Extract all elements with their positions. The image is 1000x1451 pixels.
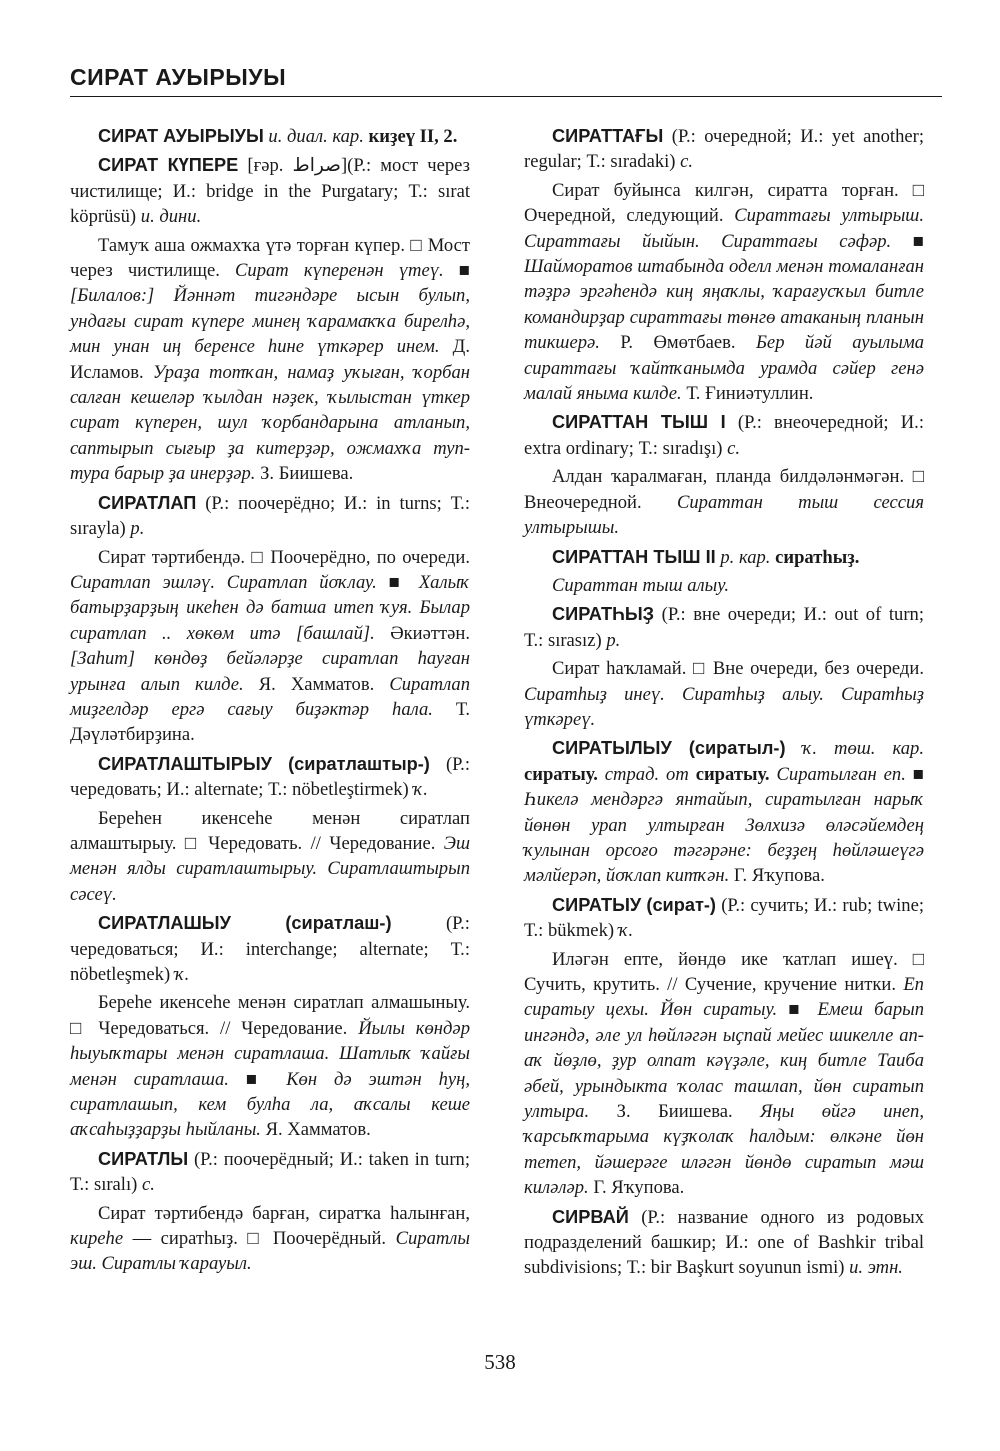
entry-etymology: (Р.: сучить; И.: rub; twine; Т.: bükmek) [524, 894, 924, 942]
entry-quote: Яңы өйгә инеп, ҡарсыҡтарыма күҙҡолаҡ һалдым: өлкәне йөн тетеп, йәшерәге иләгән йөндө сиратып мәш киләләр. [524, 1101, 925, 1199]
entry-example: Эш менән ялды сиратлаштырыу. Сиратлаштырып сәсеү. [70, 832, 470, 905]
entry-headword: СИРАТЫУ [552, 894, 642, 915]
entry-grammar: ҡ. [174, 964, 190, 985]
entry-grammar: с. [680, 151, 694, 173]
dictionary-entry [524, 124, 924, 406]
entry-definition: Тамуҡ аша ожмахҡа үтә торған күпер. [98, 234, 405, 256]
entry-grammar: и. диал. кар. [268, 126, 364, 147]
left-column [70, 124, 470, 1281]
entry-headword: СИРАТ КҮПЕРЕ [98, 155, 239, 176]
entry-headword: СИРАТ АУЫРЫУЫ [98, 126, 264, 146]
quote-source: Я. Хамматов. [258, 673, 375, 695]
entry-translation: □ Поочерёдный. [247, 1228, 387, 1250]
entry-stem: (сиратыл-) [688, 738, 786, 759]
dictionary-entry [524, 1205, 924, 1281]
entry-headword: СИРАТТАҒЫ [552, 126, 664, 146]
dictionary-entry [70, 491, 470, 748]
entry-headword: СИРАТЫЛЫУ [552, 738, 672, 759]
quote-marker-icon: ■ [912, 763, 925, 785]
running-header: СИРАТ АУЫРЫУЫ [70, 64, 287, 90]
entry-grammar: с. [727, 437, 741, 459]
quote-source: З. Биишева. [616, 1101, 733, 1123]
entry-quote: [Заһит] көндөҙ бейәләрҙе сиратлап һауған урынға алып килде. [70, 648, 470, 695]
quote-source: Р. Өмөтбаев. [620, 332, 736, 354]
entry-definition: Сират тәртибендә. [98, 546, 246, 568]
entry-grammar: ҡ. төш. кар. [802, 738, 924, 760]
quote-marker-icon: ■ [458, 260, 470, 282]
entry-example: Сиратлы эш. Сиратлы ҡарауыл. [70, 1228, 470, 1275]
entry-grammar: ҡ. [413, 779, 428, 801]
header-rule [70, 96, 942, 97]
entry-headword: СИРВАЙ [552, 1206, 629, 1227]
entry-etymology: (Р.: название одного из родовых подразделений башкир; И.: one of Bashkir tribal subdivisions; Т.: bir Başkurt soyunun ismi) [524, 1206, 924, 1279]
entry-etymology: (Р.: внеочередной; И.: extra ordinary; Т.: sıradışı) [524, 412, 924, 459]
entry-example: Сиратһыҙ инеү. Сиратһыҙ алыу. Сиратһыҙ үткәреү. [524, 683, 924, 730]
entry-stem: (сиратлаш-) [285, 913, 392, 934]
entry-grammar: и. этн. [849, 1257, 903, 1279]
entry-headword: СИРАТҺЫҘ [552, 604, 655, 625]
quote-marker-icon: ■ [788, 999, 807, 1021]
entry-etymology: [ғәр. صراط](Р.: мост через чистилище; И.: bridge in the Purgatary; Т.: sırat köprüsü) [70, 155, 470, 228]
dictionary-entry [524, 736, 924, 888]
quote-marker-icon: ■ [912, 230, 924, 252]
right-column [524, 124, 924, 1285]
entry-headword: СИРАТЛАП [98, 492, 197, 513]
entry-grammar: страд. от [604, 763, 689, 785]
dictionary-entry [70, 153, 470, 486]
dictionary-entry [70, 911, 470, 1143]
dictionary-entry [70, 752, 470, 907]
entry-quote: Һикелә мендәргә янтайып, сиратылған нарыҡ йөнөн урап ултырған Зөлхизә өләсәйемдең ҡулынан орсоғо тәгәрәне: беҙҙең һөйләшеүгә мәлйерәп, йоҡлап китҡән. [524, 789, 924, 887]
entry-quote: Халыҡ батырҙарҙың икеһен дә батша итеп ҡуя. Былар сиратлап .. хөкөм итә [башлай]. [70, 571, 470, 644]
entry-grammar: с. [142, 1174, 155, 1196]
entry-grammar: р. кар. [720, 546, 771, 568]
entry-grammar: р. [606, 629, 621, 651]
quote-source: З. Биишева. [260, 463, 354, 485]
entry-example: Сираттан тыш алыу. [552, 574, 729, 596]
entry-crossref: сиратыу. [695, 763, 770, 785]
quote-source: Т. Дәүләтбирҙина. [70, 698, 470, 746]
entry-stem: (сират-) [646, 894, 716, 915]
entry-definition: Алдан ҡаралмаған, планда билдәләнмәгән. [552, 466, 905, 488]
entry-crossref: сиратыу. [524, 763, 598, 785]
entry-etymology: (Р.: чередоваться; И.: interchange; alternate; Т.: nöbetleşmek) [70, 913, 470, 985]
entry-definition-tail: — сиратһыҙ. [132, 1228, 238, 1250]
entry-crossref: сиратһыҙ. [775, 546, 860, 568]
entry-definition-italic: киреһе [70, 1228, 124, 1250]
quote-source: Г. Яҡупова. [593, 1177, 685, 1199]
entry-headword: СИРАТТАН ТЫШ II [552, 546, 716, 567]
entry-quote: Ураҙа тотҡан, намаҙ уҡыған, ҡорбан салған кешеләр ҡылдан нәҙек, ҡылыстан үткер сират күперен, шул ҡорбандарына атланып, саптырып сығыр ҙа китерҙәр, ожмахҡа туп-тура барыр ҙа инерҙәр. [70, 361, 471, 485]
dictionary-entry [524, 410, 924, 540]
entry-crossref: киҙеү II, 2. [368, 126, 458, 147]
entry-definition: Иләгән епте, йөндө ике ҡатлап ишеү. [552, 948, 898, 970]
dictionary-entry [70, 124, 470, 149]
entry-grammar: ҡ. [618, 920, 634, 942]
quote-source: Д. Исламов. [70, 336, 470, 383]
entry-translation: □ Чередоваться. // Чередование. [70, 1017, 348, 1039]
page-number: 538 [484, 1350, 516, 1374]
entry-translation: □ Внеочередной. [524, 466, 924, 513]
entry-definition: Береһен икенсеһе менән сиратлап алмаштырыу. [70, 807, 470, 854]
entry-definition: Сират буйынса килгән, сиратта торған. [552, 179, 899, 201]
entry-translation: □ Сучить, крутить. // Сучение, кручение нитки. [524, 948, 924, 995]
entry-translation: □ Поочерёдно, по очереди. [251, 546, 470, 568]
entry-quote: Сиратлап миҙгелдәр ергә сағыу биҙәктәр һала. [70, 673, 470, 720]
entry-quote: Емеш барып ингәндә, әле ул һөйләгән ыҫпай мейес шикелле ап-аҡ йөҙлө, ҙур олпат кәүҙәле, киң битле Таиба әбей, урындыкта ҡолас ташлап, йөн сиратып ултыра. [524, 999, 925, 1123]
entry-headword: СИРАТЛАШЫУ [98, 913, 231, 934]
entry-etymology: (Р.: поочерёдный; И.: taken in turn; Т.: sıralı) [70, 1148, 470, 1196]
entry-definition: Береһе икенсеһе менән сиратлап алмашыныу. [98, 992, 470, 1014]
entry-etymology: (Р.: поочерёдно; И.: in turns; Т.: sırayla) [70, 492, 470, 540]
entry-definition: Сират тәртибендә барған, сиратҡа һалынған, [98, 1202, 470, 1224]
dictionary-entry [70, 1147, 470, 1277]
entry-example: Сираттан тыш сессия ултырышы. [524, 491, 924, 539]
entry-headword: СИРАТЛЫ [98, 1148, 189, 1169]
entry-etymology: (Р.: чередовать; И.: alternate; Т.: nöbetleştirmek) [70, 753, 470, 801]
entry-example: Еп сиратыу цехы. Йөн сиратыу. [524, 974, 924, 1021]
entry-grammar: р. [130, 518, 145, 540]
entry-etymology: (Р.: вне очереди; И.: out of turn; Т.: sırasız) [524, 604, 924, 651]
quote-marker-icon: ■ [388, 571, 408, 593]
quote-source: Я. Хамматов. [265, 1119, 371, 1141]
entry-quote: Көн дә эштән һуң, сиратлашып, кем булһа ла, аҡсалы кеше аҡсаһыҙҙарҙы һыйланы. [70, 1068, 470, 1141]
entry-translation: □ Мост через чистилище. [70, 234, 470, 282]
quote-source: Әкиәттән. [390, 622, 470, 644]
entry-etymology: (Р.: очередной; И.: yet another; regular; Т.: sıradaki) [524, 126, 924, 173]
entry-quote: [Билалов:] Йәннәт тигәндәре ысын булып, ундағы сират күпере минең ҡарамаҡҡа бирелһә, мин унан иң беренсе һине үткәрер инем. [70, 285, 470, 358]
entry-headword: СИРАТТАН ТЫШ I [552, 412, 726, 433]
entry-example: Сират күперенән үтеү. [235, 260, 444, 282]
entry-example: Сиратылған еп. [776, 763, 906, 785]
entry-example: Сираттағы ултырыш. Сираттағы йыйын. Сираттағы сәфәр. [524, 205, 924, 252]
quote-source: Т. Ғиниәтуллин. [686, 383, 814, 405]
dictionary-entry [524, 545, 924, 599]
entry-translation: □ Вне очереди, без очереди. [693, 658, 924, 680]
entry-stem: (сиратлаштыр-) [288, 753, 430, 774]
entry-example: Йылы көндәр һыуыҡтары менән сиратлаша. Шатлыҡ ҡайғы менән сиратлаша. [70, 1017, 470, 1090]
quote-marker-icon: ■ [245, 1068, 270, 1090]
entry-quote: Бер йәй ауылыма сираттағы ҡайтҡанымда урамда сәйер генә малай яныма килде. [524, 332, 924, 405]
quote-source: Г. Яҡупова. [733, 865, 825, 887]
entry-headword: СИРАТЛАШТЫРЫУ [98, 753, 272, 774]
entry-grammar: и. дини. [140, 206, 202, 228]
entry-example: Сиратлап эшләү. Сиратлап йоҡлау. [70, 571, 377, 593]
entry-translation: □ Очередной, следующий. [524, 179, 924, 227]
entry-quote: Шайморатов штабында оделл менән томаланған тәҙрә эргәһендә киң яңаҡлы, ҡарағусҡыл битле командирҙар сираттағы төнгө атаканың планын тикшерә. [524, 256, 924, 354]
entry-definition: Сират һаҡламай. [552, 658, 687, 680]
dictionary-entry [524, 602, 924, 732]
dictionary-entry [524, 893, 924, 1201]
entry-translation: □ Чередовать. // Чередование. [184, 832, 436, 854]
